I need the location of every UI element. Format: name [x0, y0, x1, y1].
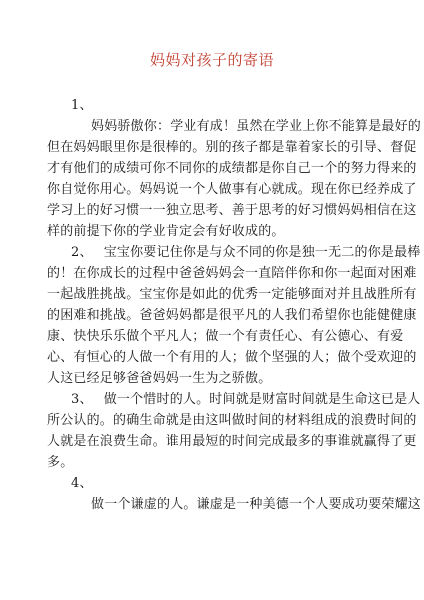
paragraph-line: 妈妈骄傲你：学业有成！虽然在学业上你不能算是最好的	[91, 119, 422, 134]
paragraph-line: 一起战胜挑战。宝宝你是如此的优秀一定能够面对并且战胜所有	[47, 287, 417, 302]
paragraph-line: 康、快快乐乐做个平凡人；做一个有责任心、有公德心、有爱	[47, 329, 404, 344]
paragraph-line: 的！在你成长的过程中爸爸妈妈会一直陪伴你和你一起面对困难	[47, 266, 417, 281]
section-number-1: 1、	[71, 98, 93, 113]
paragraph-line: 心、有恒心的人做一个有用的人；做个坚强的人；做个受欢迎的	[47, 350, 417, 365]
section-number-4: 4、	[71, 476, 93, 491]
document-title: 妈妈对孩子的寄语	[149, 51, 274, 69]
paragraph-line: 样的前提下你的学业肯定会有好收成的。	[47, 224, 285, 239]
paragraph-line: 所公认的。的确生命就是由这叫做时间的材料组成的浪费时间的	[47, 413, 417, 428]
paragraph-line: 才有他们的成绩可你不同你的成绩都是你自己一个的努力得来的	[47, 161, 417, 176]
paragraph-line: 但在妈妈眼里你是很棒的。别的孩子都是靠着家长的引导、督促	[47, 140, 417, 155]
paragraph-line: 人就是在浪费生命。谁用最短的时间完成最多的事谁就赢得了更	[47, 434, 417, 449]
paragraph-line: 做一个谦虚的人。谦虚是一种美德一个人要成功要荣耀这	[91, 497, 422, 512]
section-number-3-line: 3、 做一个惜时的人。时间就是财富时间就是生命这已是人	[71, 392, 421, 407]
paragraph-line: 学习上的好习惯一一独立思考、善于思考的好习惯妈妈相信在这	[47, 203, 417, 218]
paragraph-line: 你自觉你用心。妈妈说一个人做事有心就成。现在你已经养成了	[47, 182, 417, 197]
paragraph-line: 多。	[47, 455, 74, 470]
paragraph-line: 人这已经足够爸爸妈妈一生为之骄傲。	[47, 371, 272, 386]
section-number-2-line: 2、 宝宝你要记住你是与众不同的你是独一无二的你是最棒	[71, 245, 421, 260]
document-body	[47, 95, 422, 515]
paragraph-line: 的困难和挑战。爸爸妈妈都是很平凡的人我们希望你也能健健康	[47, 308, 417, 323]
